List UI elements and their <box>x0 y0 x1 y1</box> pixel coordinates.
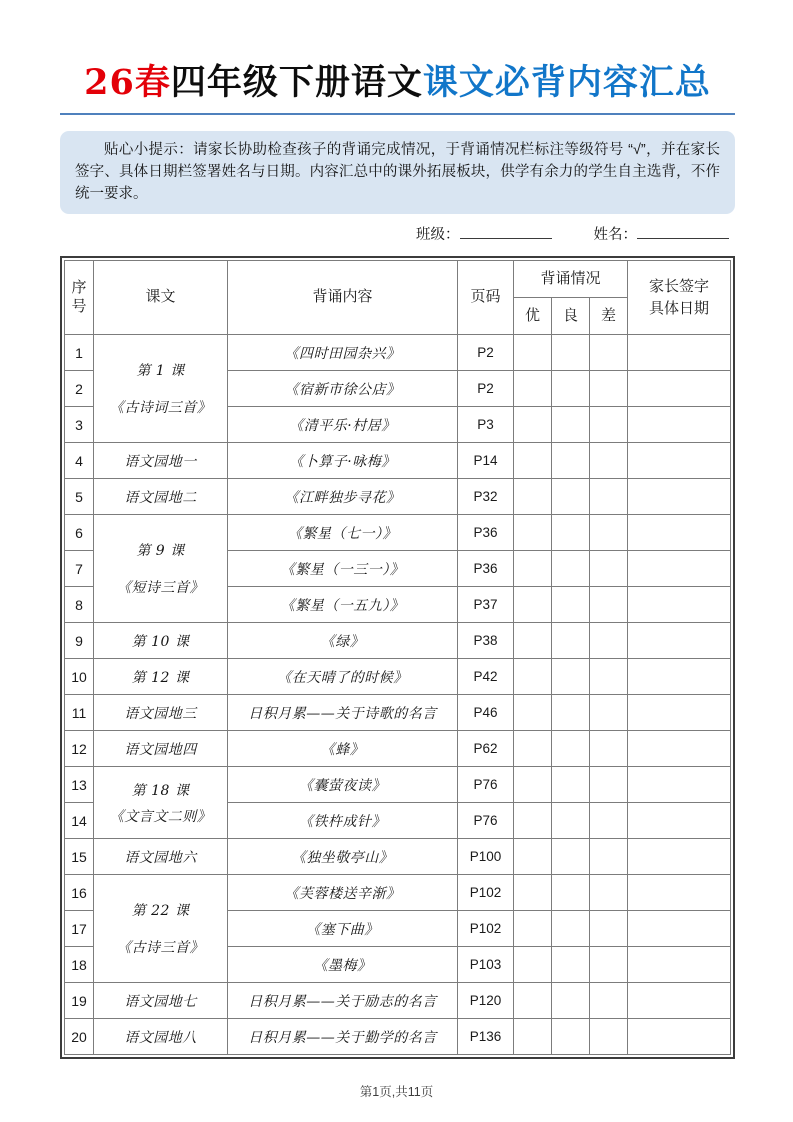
grade-poor-cell <box>590 587 628 623</box>
parent-notice: 贴心小提示：请家长协助检查孩子的背诵完成情况，于背诵情况栏标注等级符号 “√”，并在家长签字、具体日期栏签署姓名与日期。内容汇总中的课外拓展板块，供学有余力的学生自主选背，不作统一要求。 <box>60 131 735 214</box>
content-cell: 日积月累——关于勤学的名言 <box>228 1019 458 1055</box>
page-title <box>60 62 735 115</box>
grade-good-cell <box>552 695 590 731</box>
lesson-line1: 第 9 课 <box>136 543 185 560</box>
grade-excellent-cell <box>514 839 552 875</box>
parent-sign-cell <box>628 947 731 983</box>
parent-sign-cell <box>628 1019 731 1055</box>
grade-good-cell <box>552 335 590 371</box>
grade-poor-cell <box>590 371 628 407</box>
row-number: 12 <box>65 731 94 767</box>
title-subject: 课文必背内容汇总 <box>422 62 711 103</box>
lesson-cell <box>94 767 228 839</box>
grade-poor-cell <box>590 803 628 839</box>
lesson-cell: 语文园地八 <box>94 1019 228 1055</box>
parent-sign-cell <box>628 659 731 695</box>
parent-sign-cell <box>628 551 731 587</box>
grade-poor-cell <box>590 659 628 695</box>
class-label: 班级： <box>416 227 460 244</box>
parent-sign-cell <box>628 911 731 947</box>
content-cell: 《江畔独步寻花》 <box>228 479 458 515</box>
content-cell: 《绿》 <box>228 623 458 659</box>
name-label: 姓名： <box>593 227 637 244</box>
header-page: 页码 <box>458 261 514 335</box>
class-name-row <box>60 223 735 245</box>
parent-sign-cell <box>628 443 731 479</box>
page-cell: P36 <box>458 551 514 587</box>
grade-excellent-cell <box>514 983 552 1019</box>
content-cell: 《蜂》 <box>228 731 458 767</box>
content-cell: 日积月累——关于诗歌的名言 <box>228 695 458 731</box>
parent-sign-cell <box>628 695 731 731</box>
table-row <box>65 839 731 875</box>
page-cell: P38 <box>458 623 514 659</box>
header-lesson: 课文 <box>94 261 228 335</box>
header-grade-excellent: 优 <box>514 298 552 335</box>
page-cell: P46 <box>458 695 514 731</box>
lesson-line1: 第 1 课 <box>136 363 185 380</box>
grade-poor-cell <box>590 983 628 1019</box>
header-no: 序号 <box>65 261 94 335</box>
title-edition: 26春 <box>84 62 171 103</box>
content-cell: 《芙蓉楼送辛渐》 <box>228 875 458 911</box>
parent-sign-cell <box>628 839 731 875</box>
parent-sign-cell <box>628 875 731 911</box>
lesson-cell: 第 10 课 <box>94 623 228 659</box>
table-row <box>65 983 731 1019</box>
parent-sign-cell <box>628 515 731 551</box>
grade-excellent-cell <box>514 911 552 947</box>
page-cell: P76 <box>458 803 514 839</box>
content-cell: 《繁星（七一）》 <box>228 515 458 551</box>
page-cell: P100 <box>458 839 514 875</box>
page-cell: P32 <box>458 479 514 515</box>
table-row <box>65 875 731 911</box>
header-status: 背诵情况 <box>514 261 628 298</box>
row-number: 7 <box>65 551 94 587</box>
content-cell: 《繁星（一三一）》 <box>228 551 458 587</box>
page-cell: P120 <box>458 983 514 1019</box>
row-number: 17 <box>65 911 94 947</box>
parent-sign-cell <box>628 731 731 767</box>
parent-sign-cell <box>628 335 731 371</box>
grade-good-cell <box>552 623 590 659</box>
grade-excellent-cell <box>514 551 552 587</box>
parent-sign-cell <box>628 623 731 659</box>
grade-poor-cell <box>590 443 628 479</box>
row-number: 6 <box>65 515 94 551</box>
content-cell: 《囊萤夜读》 <box>228 767 458 803</box>
grade-good-cell <box>552 443 590 479</box>
header-sign <box>628 261 731 335</box>
grade-excellent-cell <box>514 695 552 731</box>
page-cell: P2 <box>458 335 514 371</box>
grade-excellent-cell <box>514 335 552 371</box>
grade-excellent-cell <box>514 407 552 443</box>
grade-excellent-cell <box>514 479 552 515</box>
grade-poor-cell <box>590 335 628 371</box>
grade-poor-cell <box>590 947 628 983</box>
grade-good-cell <box>552 407 590 443</box>
lesson-line1: 第 22 课 <box>131 903 190 920</box>
row-number: 2 <box>65 371 94 407</box>
grade-good-cell <box>552 371 590 407</box>
parent-sign-cell <box>628 371 731 407</box>
content-cell: 《繁星（一五九）》 <box>228 587 458 623</box>
lesson-line2: 《短诗三首》 <box>117 580 204 597</box>
name-blank-line <box>637 224 729 239</box>
lesson-cell: 第 12 课 <box>94 659 228 695</box>
header-content: 背诵内容 <box>228 261 458 335</box>
parent-sign-cell <box>628 983 731 1019</box>
lesson-cell: 语文园地七 <box>94 983 228 1019</box>
row-number: 8 <box>65 587 94 623</box>
content-cell: 《卜算子·咏梅》 <box>228 443 458 479</box>
page-cell: P2 <box>458 371 514 407</box>
grade-excellent-cell <box>514 947 552 983</box>
page-cell: P102 <box>458 875 514 911</box>
header-sign-line2: 具体日期 <box>649 299 710 317</box>
table-row <box>65 767 731 803</box>
parent-sign-cell <box>628 479 731 515</box>
recitation-table <box>60 256 735 1059</box>
table-row <box>65 731 731 767</box>
lesson-cell <box>94 875 228 983</box>
grade-good-cell <box>552 515 590 551</box>
header-sign-line1: 家长签字 <box>649 277 710 295</box>
lesson-cell <box>94 335 228 443</box>
table-row <box>65 443 731 479</box>
grade-excellent-cell <box>514 443 552 479</box>
header-grade-good: 良 <box>552 298 590 335</box>
page-number-footer: 第1页,共11页 <box>359 1085 434 1099</box>
row-number: 5 <box>65 479 94 515</box>
grade-excellent-cell <box>514 875 552 911</box>
row-number: 4 <box>65 443 94 479</box>
grade-excellent-cell <box>514 659 552 695</box>
content-cell: 《塞下曲》 <box>228 911 458 947</box>
table-row <box>65 1019 731 1055</box>
table-row <box>65 335 731 371</box>
parent-sign-cell <box>628 803 731 839</box>
row-number: 10 <box>65 659 94 695</box>
grade-good-cell <box>552 839 590 875</box>
lesson-line2: 《古诗词三首》 <box>109 400 212 417</box>
lesson-line2: 《古诗三首》 <box>117 940 204 957</box>
grade-excellent-cell <box>514 1019 552 1055</box>
grade-excellent-cell <box>514 731 552 767</box>
parent-sign-cell <box>628 587 731 623</box>
page-cell: P37 <box>458 587 514 623</box>
grade-good-cell <box>552 875 590 911</box>
row-number: 19 <box>65 983 94 1019</box>
grade-excellent-cell <box>514 767 552 803</box>
parent-sign-cell <box>628 767 731 803</box>
grade-excellent-cell <box>514 515 552 551</box>
grade-poor-cell <box>590 1019 628 1055</box>
page-cell: P136 <box>458 1019 514 1055</box>
lesson-cell: 语文园地四 <box>94 731 228 767</box>
row-number: 20 <box>65 1019 94 1055</box>
lesson-cell: 语文园地三 <box>94 695 228 731</box>
header-row-1 <box>65 261 731 298</box>
grade-good-cell <box>552 479 590 515</box>
grade-excellent-cell <box>514 803 552 839</box>
row-number: 15 <box>65 839 94 875</box>
page-cell: P103 <box>458 947 514 983</box>
row-number: 1 <box>65 335 94 371</box>
row-number: 3 <box>65 407 94 443</box>
grade-poor-cell <box>590 911 628 947</box>
grade-excellent-cell <box>514 623 552 659</box>
row-number: 18 <box>65 947 94 983</box>
grade-poor-cell <box>590 407 628 443</box>
page-cell: P3 <box>458 407 514 443</box>
grade-poor-cell <box>590 551 628 587</box>
grade-excellent-cell <box>514 587 552 623</box>
row-number: 13 <box>65 767 94 803</box>
grade-good-cell <box>552 911 590 947</box>
grade-good-cell <box>552 551 590 587</box>
row-number: 11 <box>65 695 94 731</box>
content-cell: 《四时田园杂兴》 <box>228 335 458 371</box>
lesson-cell: 语文园地二 <box>94 479 228 515</box>
content-cell: 《在天晴了的时候》 <box>228 659 458 695</box>
page-cell: P42 <box>458 659 514 695</box>
content-cell: 《宿新市徐公店》 <box>228 371 458 407</box>
page-cell: P76 <box>458 767 514 803</box>
parent-sign-cell <box>628 407 731 443</box>
table-row <box>65 659 731 695</box>
content-cell: 《独坐敬亭山》 <box>228 839 458 875</box>
grade-good-cell <box>552 587 590 623</box>
lesson-cell: 语文园地一 <box>94 443 228 479</box>
content-cell: 《墨梅》 <box>228 947 458 983</box>
grade-poor-cell <box>590 731 628 767</box>
page-cell: P36 <box>458 515 514 551</box>
grade-poor-cell <box>590 695 628 731</box>
grade-good-cell <box>552 731 590 767</box>
lesson-cell <box>94 515 228 623</box>
grade-good-cell <box>552 767 590 803</box>
table-row <box>65 623 731 659</box>
lesson-line2: 《文言文二则》 <box>109 808 212 825</box>
content-cell: 日积月累——关于励志的名言 <box>228 983 458 1019</box>
row-number: 14 <box>65 803 94 839</box>
grade-poor-cell <box>590 623 628 659</box>
table-row <box>65 695 731 731</box>
lesson-cell: 语文园地六 <box>94 839 228 875</box>
table-row <box>65 515 731 551</box>
page-cell: P14 <box>458 443 514 479</box>
page-cell: P102 <box>458 911 514 947</box>
content-cell: 《清平乐·村居》 <box>228 407 458 443</box>
grade-good-cell <box>552 803 590 839</box>
grade-good-cell <box>552 1019 590 1055</box>
table-row <box>65 479 731 515</box>
class-blank-line <box>460 224 552 239</box>
grade-poor-cell <box>590 767 628 803</box>
row-number: 16 <box>65 875 94 911</box>
grade-excellent-cell <box>514 371 552 407</box>
grade-poor-cell <box>590 875 628 911</box>
header-grade-poor: 差 <box>590 298 628 335</box>
grade-good-cell <box>552 947 590 983</box>
grade-poor-cell <box>590 515 628 551</box>
title-grade: 四年级下册语文 <box>170 62 423 103</box>
page-cell: P62 <box>458 731 514 767</box>
content-cell: 《铁杵成针》 <box>228 803 458 839</box>
grade-poor-cell <box>590 479 628 515</box>
lesson-line1: 第 18 课 <box>131 782 190 799</box>
grade-good-cell <box>552 659 590 695</box>
row-number: 9 <box>65 623 94 659</box>
grade-poor-cell <box>590 839 628 875</box>
grade-good-cell <box>552 983 590 1019</box>
